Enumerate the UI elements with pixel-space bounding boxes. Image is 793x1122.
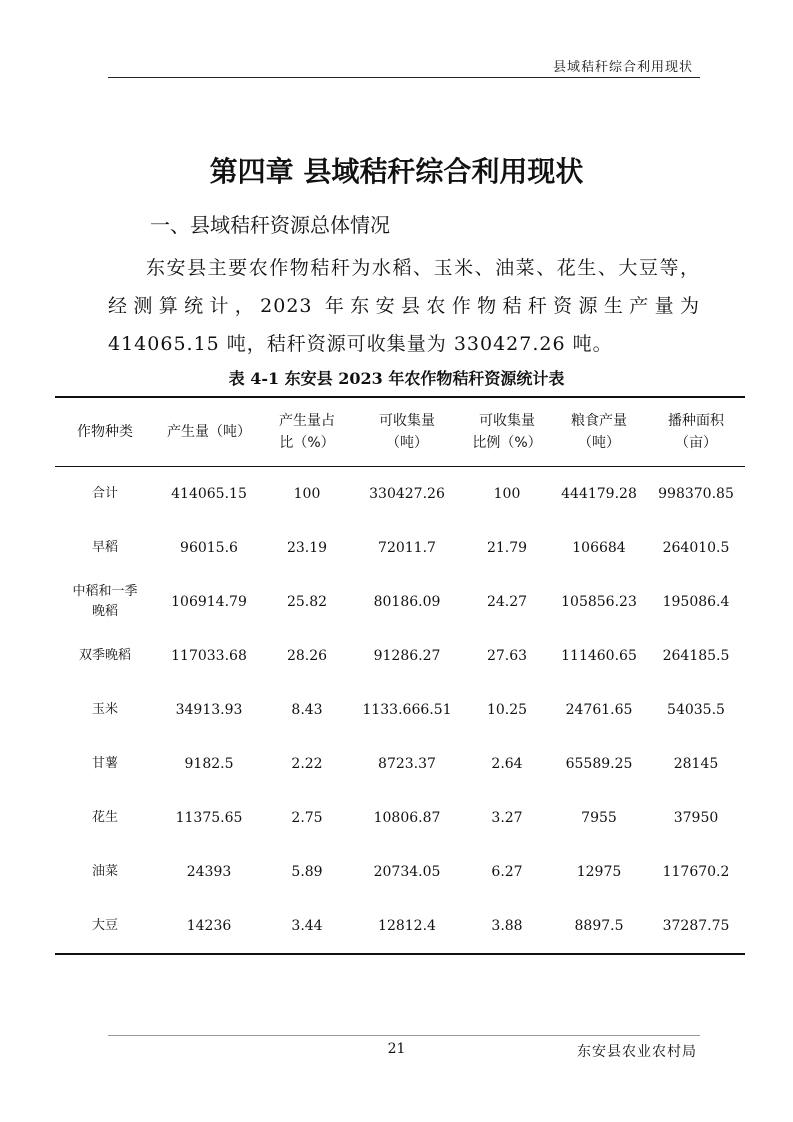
- table-cell: 27.63: [486, 648, 528, 664]
- table-cell: 10806.87: [373, 810, 441, 826]
- footer-organization: 东安县农业农村局: [577, 1044, 697, 1060]
- table-cell: 111460.65: [561, 648, 637, 664]
- column-header-line: 比（%）: [279, 435, 335, 451]
- table-cell: 54035.5: [667, 702, 725, 718]
- table-cell: 96015.6: [180, 540, 238, 556]
- column-header-line: 粮食产量: [571, 413, 627, 429]
- crop-name-cell: [55, 737, 155, 791]
- header-divider: [108, 77, 700, 78]
- table-cell: 20734.05: [373, 864, 441, 880]
- crop-name-cell: [55, 845, 155, 899]
- table-cell: 2.22: [291, 756, 323, 772]
- table-cell: 1133.666.51: [362, 702, 452, 718]
- table-cell: 65589.25: [565, 756, 633, 772]
- table-cell: 8.43: [291, 702, 323, 718]
- footer-divider: [108, 1035, 700, 1036]
- column-header-line: （吨）: [386, 435, 428, 451]
- table-cell: 8723.37: [378, 756, 436, 772]
- table-cell: 24393: [186, 864, 232, 880]
- straw-resource-statistics-table: [55, 396, 745, 955]
- table-cell: 14236: [186, 918, 232, 934]
- column-header-line: 产生量（吨）: [167, 424, 251, 440]
- table-cell: 80186.09: [373, 594, 441, 610]
- table-cell: 3.88: [491, 918, 523, 934]
- column-header-line: 可收集量: [479, 413, 535, 429]
- table-cell: 195086.4: [662, 594, 730, 610]
- column-header: [263, 397, 351, 467]
- table-body: [55, 467, 745, 955]
- body-paragraph: 东安县主要农作物秸秆为水稻、玉米、油菜、花生、大豆等，经测算统计，2023 年东安县农作物秸秆资源生产量为 414065.15 吨，秸秆资源可收集量为 330427.26 吨。: [108, 257, 700, 355]
- table-cell: 2.75: [291, 810, 323, 826]
- section-heading: 一、县域秸秆资源总体情况: [150, 213, 390, 237]
- table-row: [55, 521, 745, 575]
- chapter-title: 第四章 县域秸秆综合利用现状: [209, 155, 584, 188]
- crop-name-line: 合计: [91, 486, 118, 501]
- table-cell: 106684: [572, 540, 626, 556]
- table-cell: 3.27: [491, 810, 523, 826]
- crop-name-line: 花生: [91, 810, 118, 825]
- table-cell: 34913.93: [175, 702, 243, 718]
- table-cell: 11375.65: [175, 810, 243, 826]
- table-cell: 106914.79: [171, 594, 247, 610]
- table-cell: 998370.85: [658, 486, 734, 502]
- column-header-line: 播种面积: [668, 413, 724, 429]
- table-cell: 6.27: [491, 864, 523, 880]
- table-row: [55, 467, 745, 522]
- table-cell: 24.27: [486, 594, 528, 610]
- table-cell: 12975: [576, 864, 622, 880]
- crop-name-cell: [55, 791, 155, 845]
- column-header-line: 可收集量: [379, 413, 435, 429]
- table-caption: 表 4-1 东安县 2023 年农作物秸秆资源统计表: [228, 369, 565, 388]
- crop-name-line: 甘薯: [91, 756, 118, 771]
- table-row: [55, 791, 745, 845]
- table-cell: 25.82: [286, 594, 328, 610]
- column-header: [155, 397, 263, 467]
- column-header: [647, 397, 745, 467]
- table-cell: 2.64: [491, 756, 523, 772]
- table-cell: 444179.28: [561, 486, 637, 502]
- table-cell: 23.19: [286, 540, 328, 556]
- table-cell: 105856.23: [561, 594, 637, 610]
- crop-name-cell: [55, 467, 155, 522]
- crop-name-cell: [55, 899, 155, 954]
- table-cell: 72011.7: [378, 540, 436, 556]
- column-header: [351, 397, 463, 467]
- table-cell: 264185.5: [662, 648, 730, 664]
- column-header-line: （亩）: [675, 435, 717, 451]
- table-cell: 9182.5: [184, 756, 234, 772]
- crop-name-line: 早稻: [91, 540, 118, 555]
- crop-name-line: 晚稻: [91, 604, 118, 619]
- crop-name-line: 油菜: [91, 864, 118, 879]
- crop-name-cell: [55, 575, 155, 629]
- page-number: 21: [387, 1041, 406, 1057]
- table-cell: 10.25: [486, 702, 528, 718]
- table-cell: 117670.2: [662, 864, 730, 880]
- crop-name-line: 玉米: [91, 702, 118, 717]
- table-row: [55, 737, 745, 791]
- crop-name-cell: [55, 521, 155, 575]
- table-cell: 37950: [673, 810, 719, 826]
- table-cell: 117033.68: [171, 648, 247, 664]
- running-header-title: 县域秸秆综合利用现状: [552, 60, 693, 75]
- table-row: [55, 845, 745, 899]
- table-cell: 330427.26: [369, 486, 445, 502]
- crop-name-line: 大豆: [91, 918, 118, 933]
- table-cell: 12812.4: [378, 918, 436, 934]
- crop-name-line: 双季晚稻: [78, 648, 131, 663]
- crop-name-cell: [55, 629, 155, 683]
- table-cell: 264010.5: [662, 540, 730, 556]
- table-header-row: [55, 397, 745, 467]
- column-header: [551, 397, 647, 467]
- table-header: [55, 397, 745, 467]
- column-header-line: 作物种类: [77, 424, 133, 440]
- table-cell: 28.26: [286, 648, 328, 664]
- table-cell: 24761.65: [565, 702, 633, 718]
- table-cell: 28145: [673, 756, 719, 772]
- crop-name-line: 中稻和一季: [72, 584, 138, 599]
- table-row: [55, 683, 745, 737]
- column-header: [55, 397, 155, 467]
- table-cell: 91286.27: [373, 648, 441, 664]
- column-header: [463, 397, 551, 467]
- table-cell: 414065.15: [171, 486, 247, 502]
- statistics-table-container: [55, 396, 745, 955]
- column-header-line: （吨）: [578, 435, 620, 451]
- table-row: [55, 899, 745, 954]
- column-header-line: 比例（%）: [472, 435, 542, 451]
- table-cell: 8897.5: [574, 918, 624, 934]
- table-cell: 21.79: [486, 540, 528, 556]
- table-cell: 100: [493, 486, 521, 502]
- column-header-line: 产生量占: [279, 413, 335, 429]
- crop-name-cell: [55, 683, 155, 737]
- table-cell: 37287.75: [662, 918, 730, 934]
- table-cell: 100: [293, 486, 321, 502]
- table-cell: 5.89: [291, 864, 323, 880]
- table-row: [55, 629, 745, 683]
- table-cell: 3.44: [291, 918, 323, 934]
- table-cell: 7955: [581, 810, 617, 826]
- table-row: [55, 575, 745, 629]
